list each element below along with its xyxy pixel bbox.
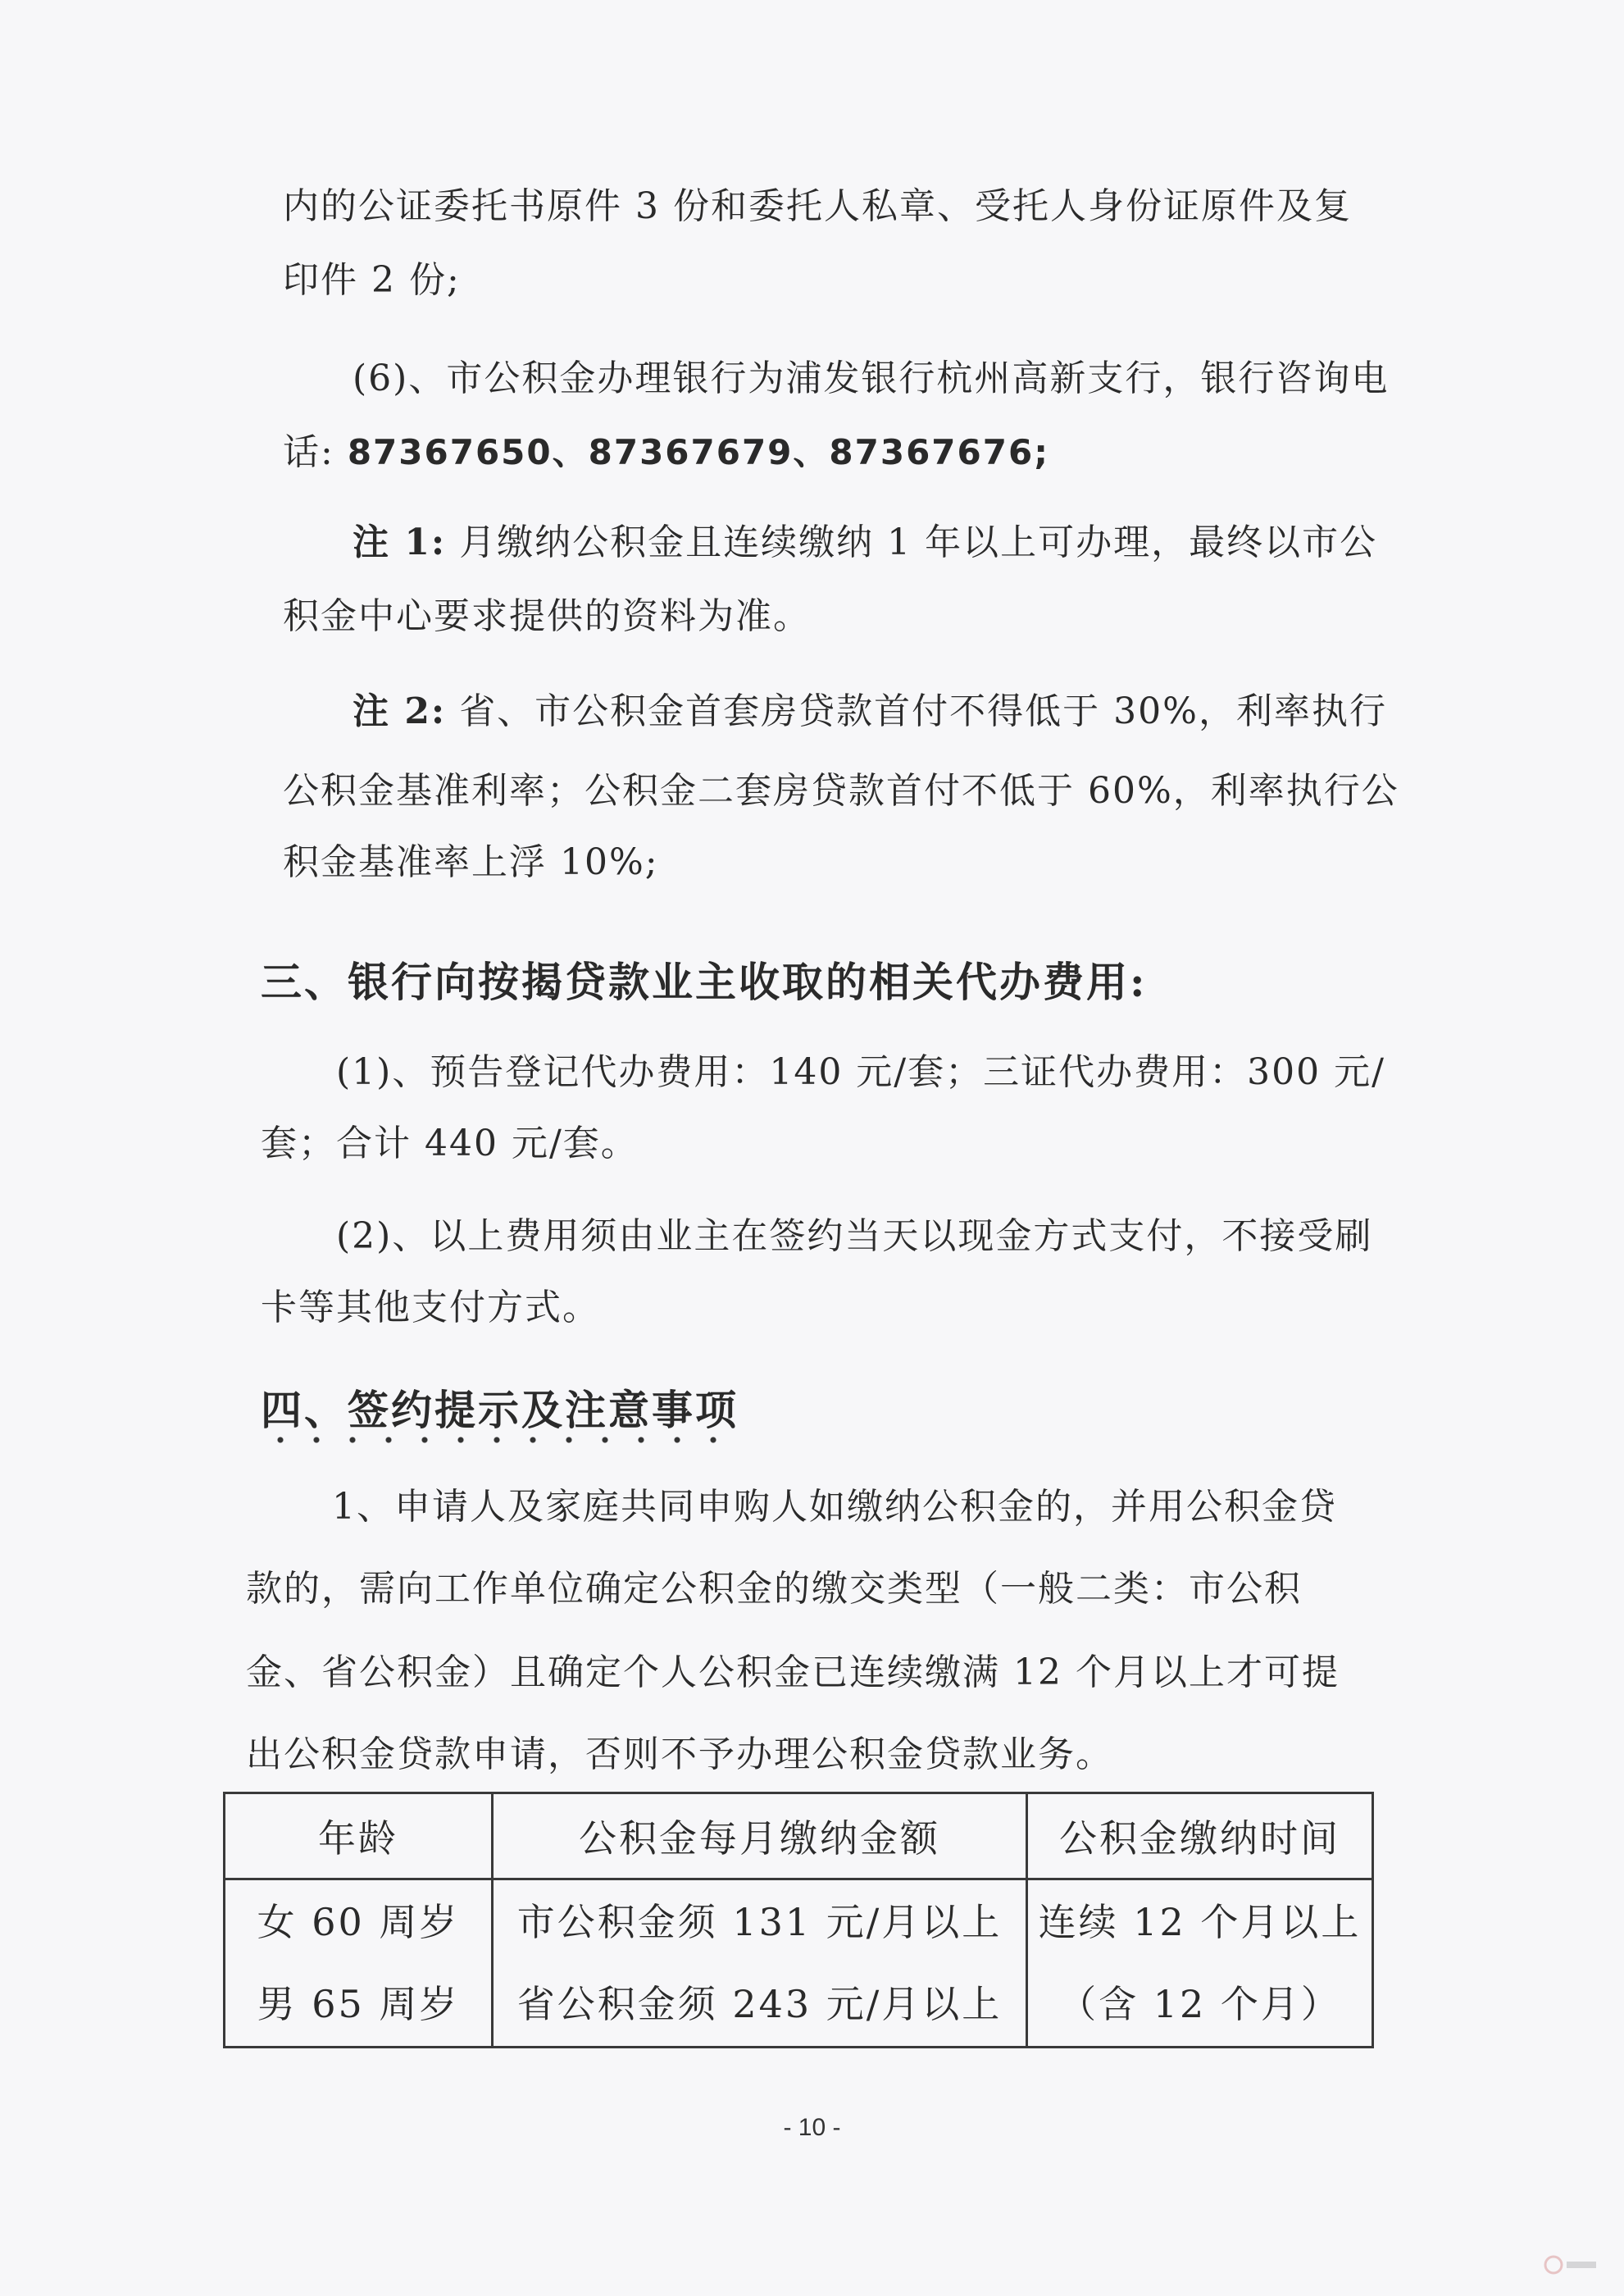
paragraph-line: (1)、预告登记代办费用：140 元/套；三证代办费用：300 元/ (336, 1051, 1385, 1093)
duration-note: （含 12 个月） (1058, 1982, 1341, 2026)
fund-requirement-table (223, 1792, 1374, 2048)
table-header-cell: 公积金缴纳时间 (1027, 1793, 1373, 1879)
table-header-cell: 年龄 (225, 1793, 493, 1879)
paragraph-line: 卡等其他支付方式。 (261, 1287, 600, 1328)
note-1-label: 注 1: (353, 522, 447, 563)
note-1-text: 月缴纳公积金且连续缴纳 1 年以上可办理，最终以市公 (459, 522, 1378, 563)
paragraph-line: 积金基准率上浮 10%; (283, 841, 659, 883)
paragraph-line: 积金中心要求提供的资料为准。 (283, 595, 811, 637)
amount-city: 市公积金须 131 元/月以上 (516, 1900, 1003, 1944)
paragraph-line: 内的公证委托书原件 3 份和委托人私章、受托人身份证原件及复 (283, 185, 1352, 227)
note-2-text: 省、市公积金首套房贷款首付不得低于 30%，利率执行 (459, 690, 1387, 732)
duration-cell (1027, 1879, 1373, 2048)
phone-numbers: 87367650、87367679、87367676; (347, 432, 1049, 472)
duration-main: 连续 12 个月以上 (1038, 1900, 1362, 1944)
paragraph-line: 公积金基准利率；公积金二套房贷款首付不低于 60%，利率执行公 (283, 770, 1399, 812)
table-header-cell: 公积金每月缴纳金额 (493, 1793, 1027, 1879)
amount-province: 省公积金须 243 元/月以上 (516, 1982, 1003, 2026)
section-3-heading: 三、银行向按揭贷款业主收取的相关代办费用: (261, 958, 1148, 1006)
watermark-logo-icon (1542, 2248, 1599, 2281)
note-1 (353, 518, 1377, 567)
amount-cell (493, 1879, 1027, 2048)
age-female: 女 60 周岁 (257, 1900, 460, 1944)
phone-prefix: 话: (283, 431, 334, 473)
phone-line (283, 428, 1049, 477)
note-2-label: 注 2: (353, 690, 447, 732)
table-row (225, 1879, 1373, 2048)
table-header-row (225, 1793, 1373, 1879)
paragraph-line: 款的，需向工作单位确定公积金的缴交类型（一般二类：市公积 (246, 1568, 1302, 1610)
age-male: 男 65 周岁 (257, 1982, 460, 2026)
age-cell (225, 1879, 493, 2048)
paragraph-line: 印件 2 份; (283, 259, 461, 301)
section-4-heading: 四、签约提示及注意事项 (261, 1386, 739, 1434)
paragraph-line: (2)、以上费用须由业主在签约当天以现金方式支付，不接受刷 (336, 1215, 1373, 1257)
page-number: - 10 - (783, 2114, 841, 2141)
note-2 (353, 687, 1387, 736)
paragraph-line: 金、省公积金）且确定个人公积金已连续缴满 12 个月以上才可提 (246, 1651, 1340, 1693)
paragraph-line: 套；合计 440 元/套。 (261, 1123, 639, 1164)
emphasis-dots (262, 1435, 721, 1445)
paragraph-line: (6)、市公积金办理银行为浦发银行杭州高新支行，银行咨询电 (353, 358, 1390, 399)
paragraph-line: 出公积金贷款申请，否则不予办理公积金贷款业务。 (246, 1733, 1113, 1775)
paragraph-line: 1、申请人及家庭共同申购人如缴纳公积金的，并用公积金贷 (332, 1486, 1337, 1528)
